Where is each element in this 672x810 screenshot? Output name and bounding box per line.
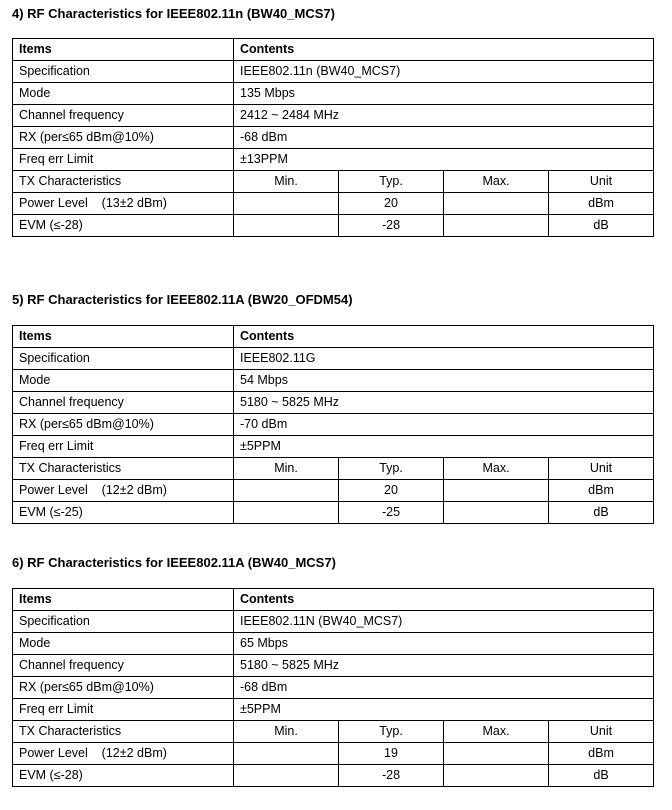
table-row (13, 611, 654, 633)
tx-max (444, 502, 549, 524)
max-header: Max. (444, 721, 549, 743)
items-header: Items (13, 39, 234, 61)
row-value: -70 dBm (234, 414, 654, 436)
tx-typ: -25 (339, 502, 444, 524)
row-value: IEEE802.11n (BW40_MCS7) (234, 61, 654, 83)
tx-row-label: EVM (≤-28) (13, 765, 234, 787)
tx-min (234, 480, 339, 502)
tx-row-label: Power Level (13±2 dBm) (13, 193, 234, 215)
max-header: Max. (444, 458, 549, 480)
rf-spec-table (12, 325, 654, 524)
tx-row (13, 502, 654, 524)
typ-header: Typ. (339, 171, 444, 193)
tx-label: TX Characteristics (13, 721, 234, 743)
tx-row (13, 765, 654, 787)
table-row (13, 414, 654, 436)
max-header: Max. (444, 171, 549, 193)
tx-max (444, 480, 549, 502)
table-row (13, 699, 654, 721)
items-header: Items (13, 589, 234, 611)
tx-max (444, 765, 549, 787)
row-label: Channel frequency (13, 105, 234, 127)
min-header: Min. (234, 721, 339, 743)
tx-row-label: EVM (≤-28) (13, 215, 234, 237)
row-label: Channel frequency (13, 655, 234, 677)
tx-header-row (13, 458, 654, 480)
unit-header: Unit (549, 721, 654, 743)
min-header: Min. (234, 458, 339, 480)
tx-typ: 19 (339, 743, 444, 765)
tx-row (13, 743, 654, 765)
row-label: Freq err Limit (13, 436, 234, 458)
typ-header: Typ. (339, 458, 444, 480)
tx-unit: dBm (549, 193, 654, 215)
tx-unit: dBm (549, 480, 654, 502)
rf-spec-table (12, 588, 654, 787)
row-label: Freq err Limit (13, 149, 234, 171)
tx-min (234, 193, 339, 215)
table-row (13, 348, 654, 370)
tx-header-row (13, 171, 654, 193)
contents-header: Contents (234, 589, 654, 611)
tx-min (234, 743, 339, 765)
table-row (13, 149, 654, 171)
row-label: Channel frequency (13, 392, 234, 414)
tx-typ: 20 (339, 480, 444, 502)
table-row (13, 127, 654, 149)
typ-header: Typ. (339, 721, 444, 743)
section-title: 6) RF Characteristics for IEEE802.11A (BW40_MCS7) (12, 555, 336, 570)
unit-header: Unit (549, 171, 654, 193)
tx-typ: -28 (339, 765, 444, 787)
tx-label: TX Characteristics (13, 171, 234, 193)
tx-min (234, 765, 339, 787)
row-value: 5180 ~ 5825 MHz (234, 392, 654, 414)
row-label: Specification (13, 611, 234, 633)
row-value: 2412 ~ 2484 MHz (234, 105, 654, 127)
tx-label: TX Characteristics (13, 458, 234, 480)
tx-row (13, 193, 654, 215)
row-label: RX (per≤65 dBm@10%) (13, 414, 234, 436)
row-label: RX (per≤65 dBm@10%) (13, 127, 234, 149)
row-label: Specification (13, 61, 234, 83)
row-value: -68 dBm (234, 677, 654, 699)
contents-header: Contents (234, 39, 654, 61)
row-label: RX (per≤65 dBm@10%) (13, 677, 234, 699)
table-header-row (13, 39, 654, 61)
tx-max (444, 193, 549, 215)
table-row (13, 392, 654, 414)
tx-row (13, 215, 654, 237)
row-value: IEEE802.11G (234, 348, 654, 370)
items-header: Items (13, 326, 234, 348)
tx-row (13, 480, 654, 502)
tx-header-row (13, 721, 654, 743)
row-value: -68 dBm (234, 127, 654, 149)
row-value: 54 Mbps (234, 370, 654, 392)
tx-min (234, 215, 339, 237)
tx-row-label: EVM (≤-25) (13, 502, 234, 524)
table-row (13, 436, 654, 458)
tx-max (444, 215, 549, 237)
table-header-row (13, 326, 654, 348)
table-row (13, 61, 654, 83)
table-header-row (13, 589, 654, 611)
tx-typ: -28 (339, 215, 444, 237)
rf-spec-table (12, 38, 654, 237)
row-value: ±5PPM (234, 699, 654, 721)
row-value: ±5PPM (234, 436, 654, 458)
row-label: Mode (13, 83, 234, 105)
table-row (13, 633, 654, 655)
tx-max (444, 743, 549, 765)
table-row (13, 370, 654, 392)
tx-unit: dB (549, 765, 654, 787)
table-row (13, 83, 654, 105)
row-label: Freq err Limit (13, 699, 234, 721)
row-value: 135 Mbps (234, 83, 654, 105)
tx-unit: dB (549, 215, 654, 237)
row-value: 65 Mbps (234, 633, 654, 655)
row-value: IEEE802.11N (BW40_MCS7) (234, 611, 654, 633)
table-row (13, 655, 654, 677)
min-header: Min. (234, 171, 339, 193)
row-label: Specification (13, 348, 234, 370)
row-value: ±13PPM (234, 149, 654, 171)
row-value: 5180 ~ 5825 MHz (234, 655, 654, 677)
unit-header: Unit (549, 458, 654, 480)
tx-row-label: Power Level (12±2 dBm) (13, 743, 234, 765)
table-row (13, 677, 654, 699)
table-row (13, 105, 654, 127)
section-title: 4) RF Characteristics for IEEE802.11n (BW40_MCS7) (12, 6, 335, 21)
row-label: Mode (13, 633, 234, 655)
tx-min (234, 502, 339, 524)
section-title: 5) RF Characteristics for IEEE802.11A (BW20_OFDM54) (12, 292, 353, 307)
tx-row-label: Power Level (12±2 dBm) (13, 480, 234, 502)
tx-unit: dB (549, 502, 654, 524)
row-label: Mode (13, 370, 234, 392)
tx-typ: 20 (339, 193, 444, 215)
contents-header: Contents (234, 326, 654, 348)
tx-unit: dBm (549, 743, 654, 765)
